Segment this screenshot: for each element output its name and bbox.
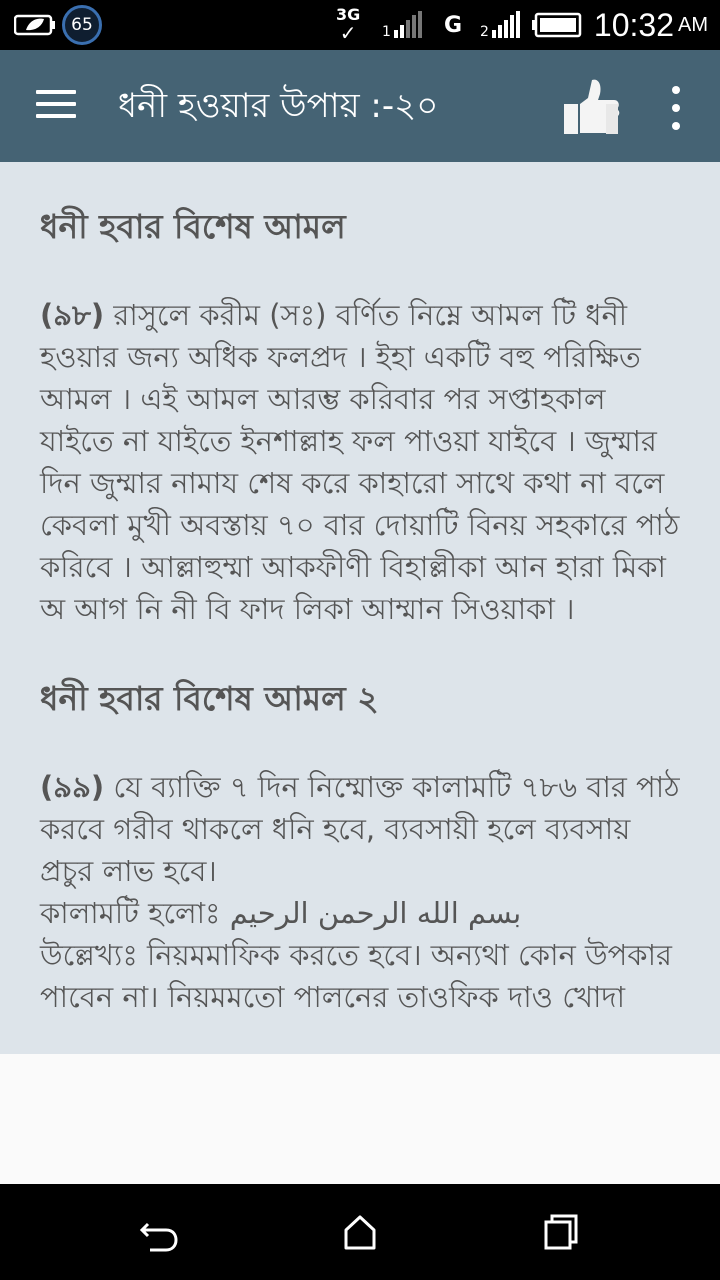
section-paragraph [40, 294, 680, 630]
section-heading: ধনী হবার বিশেষ আমল [40, 207, 346, 246]
navigation-bar [0, 1184, 720, 1280]
item-number: (৯৯) [40, 770, 105, 804]
thumbs-up-icon[interactable] [558, 74, 624, 140]
signal-icon [480, 0, 522, 50]
paragraph-text: রাসুলে করীম (সঃ) বর্ণিত নিম্নে আমল টি ধনী হওয়ার জন্য অধিক ফলপ্রদ । ইহা একটি বহু পরিক্ষিত আমল । এই আমল আরম্ভ করিবার পর সপ্তাহকাল যাইতে না যাইতে ইনশাল্লাহ ফল পাওয়া যাইবে । জুম্মার দিন জুম্মার নামায শেষ করে কাহারো সাথে কথা না বলে কেবলা মুখী অবস্তায় ৭০ বার দোয়াটি বিনয় সহকারে পাঠ করিবে । আল্লাহুম্মা আকফীণী বিহাল্লীকা আন হারা মিকা অ আগ নি নী বি ফাদ লিকা আম্মান সিওয়াকা । [40, 298, 680, 626]
content-area[interactable] [0, 162, 720, 1054]
clock-ampm: AM [678, 13, 708, 36]
back-icon[interactable] [136, 1208, 184, 1256]
svg-text:2: 2 [480, 24, 489, 40]
network-3g-indicator [336, 0, 360, 50]
note-text: উল্লেখ্যঃ নিয়মমাফিক করতে হবে। অন্যথা কোন উপকার পাবেন না। নিয়মমতো পালনের তাওফিক দাও খোদা [40, 938, 672, 1014]
kalam-arabic: بسم الله الرحمن الرحيم [229, 896, 522, 930]
item-number: (৯৮) [40, 298, 105, 332]
app-title: ধনী হওয়ার উপায় :-২০ [118, 86, 439, 126]
app-bar [0, 50, 720, 162]
clock-time: 10:32 [593, 6, 674, 43]
battery-leaf-icon [14, 0, 56, 50]
kalam-label: কালামটি হলোঃ [40, 896, 230, 930]
signal-icon [382, 0, 424, 50]
bottom-blank-area [0, 1054, 720, 1184]
sync-check-icon: ✓ [339, 21, 357, 45]
clock [594, 0, 708, 50]
signal-type-label: G [444, 12, 463, 38]
menu-icon[interactable] [36, 90, 76, 122]
svg-text:1: 1 [382, 24, 391, 40]
recents-icon[interactable] [536, 1208, 584, 1256]
section-paragraph [40, 766, 680, 1018]
home-icon[interactable] [336, 1208, 384, 1256]
notification-count-badge: 65 [62, 5, 102, 45]
battery-icon [532, 0, 582, 50]
more-vert-icon[interactable] [664, 86, 688, 130]
status-bar [0, 0, 720, 50]
section-heading: ধনী হবার বিশেষ আমল ২ [40, 679, 379, 718]
paragraph-text: যে ব্যাক্তি ৭ দিন নিম্মোক্ত কালামটি ৭৮৬ বার পাঠ করবে গরীব থাকলে ধনি হবে, ব্যবসায়ী হলে ব্যবসায় প্রচুর লাভ হবে। [40, 770, 680, 888]
network-type-label: 3G [336, 5, 361, 24]
